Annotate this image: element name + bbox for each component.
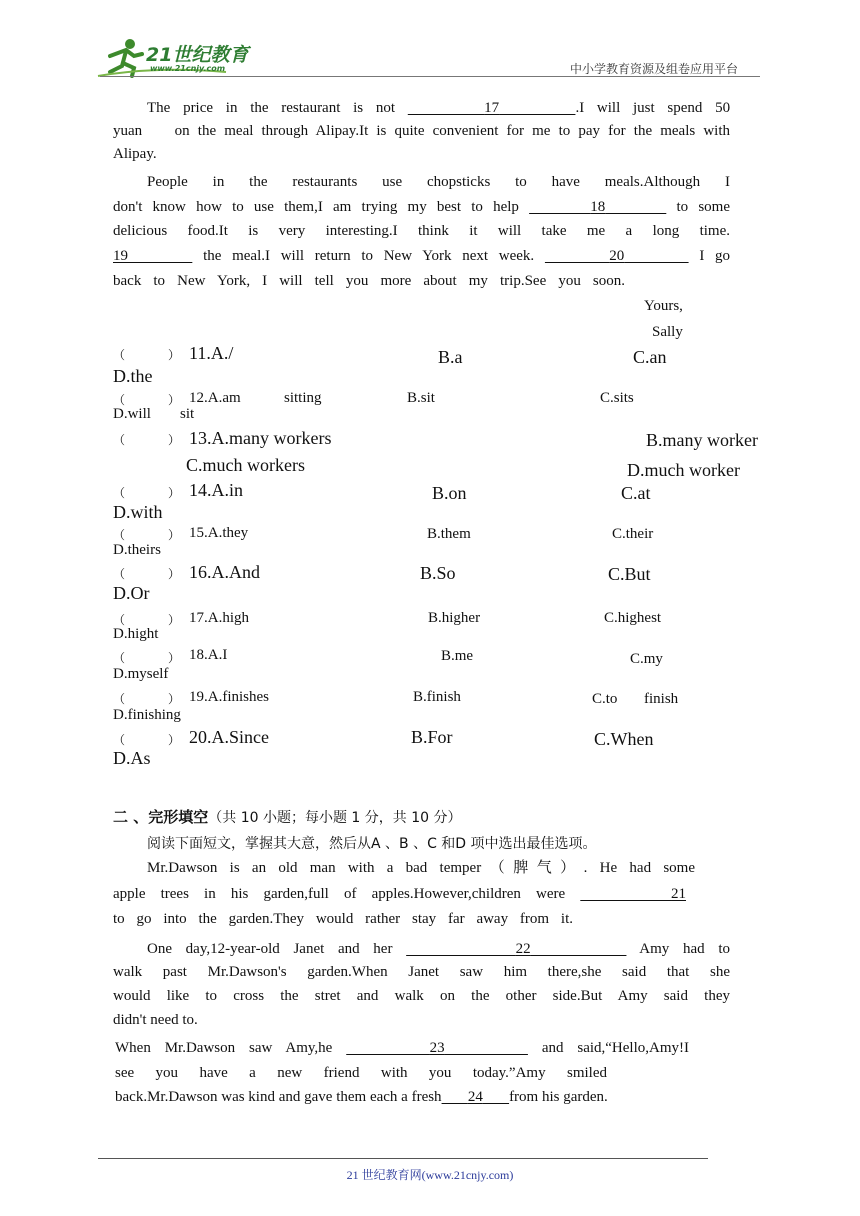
passage-line: apple trees in his garden,full of apples.However,children were 21 — [113, 886, 686, 902]
blank-23[interactable]: 23 — [429, 1040, 445, 1056]
header-divider — [100, 76, 760, 77]
option-b[interactable]: B.on — [432, 483, 467, 503]
option-b[interactable]: B.sit — [407, 390, 435, 406]
letter-line: People in the restaurants use chopsticks to have meals.Although I — [147, 174, 730, 190]
option-d[interactable]: D.will — [113, 406, 151, 422]
option-a[interactable]: 15.A.they — [189, 525, 249, 541]
option-b[interactable]: B.finish — [413, 689, 461, 705]
option-a[interactable]: 20.A.Since — [189, 727, 269, 747]
option-c[interactable]: C.at — [621, 483, 651, 503]
blank-17[interactable]: 17 — [484, 100, 500, 116]
passage-line: see you have a new friend with you today.”Amy smiled — [115, 1065, 607, 1081]
option-b[interactable]: B.many worker — [646, 430, 758, 450]
option-d[interactable]: D.the — [113, 366, 153, 386]
option-c[interactable]: C.sits — [600, 390, 634, 406]
option-b[interactable]: B.me — [441, 648, 474, 664]
passage-line: Mr.Dawson is an old man with a bad temper（脾气）. He had some — [147, 860, 695, 876]
section-heading: 二 、完形填空（共 10 小题；每小题 1 分，共 10 分） — [113, 808, 462, 826]
passage-line: would like to cross the stret and walk on the other side.But Amy said they — [113, 988, 730, 1004]
logo-url: www.21cnjy.com — [150, 64, 226, 73]
option-c[interactable]: C.highest — [604, 610, 662, 626]
option-b[interactable]: B.So — [420, 563, 456, 583]
option-b[interactable]: B.higher — [428, 610, 481, 626]
blank-19[interactable]: 19 — [113, 248, 128, 264]
option-c[interactable]: C.When — [594, 729, 654, 749]
option-c[interactable]: C.But — [608, 564, 651, 584]
logo-text: 21世纪教育 — [146, 44, 249, 66]
option-a[interactable]: 13.A.many workers — [189, 428, 332, 448]
option-a[interactable]: 19.A.finishes — [189, 689, 269, 705]
letter-line: don't know how to use them,I am trying my best to help 18 to some — [113, 199, 730, 215]
letter-signature: Sally — [652, 324, 683, 340]
section-instruction: 阅读下面短文，掌握其大意，然后从A 、B 、C 和D 项中选出最佳选项。 — [147, 836, 597, 852]
footer-site-link[interactable]: 21 世纪教育网(www.21cnjy.com) — [346, 1168, 514, 1182]
option-d[interactable]: D.with — [113, 502, 163, 522]
blank-20[interactable]: 20 — [609, 248, 625, 264]
option-a[interactable]: 17.A.high — [189, 610, 249, 626]
blank-22[interactable]: 22 — [515, 941, 531, 957]
letter-line: delicious food.It is very interesting.I think it will take me a long time. — [113, 223, 730, 239]
option-d[interactable]: D.Or — [113, 583, 150, 603]
option-c[interactable]: C.to — [592, 691, 618, 707]
passage-line: didn't need to. — [113, 1012, 198, 1028]
option-d[interactable]: D.As — [113, 748, 151, 768]
passage-line: to go into the garden.They would rather stay far away from it. — [113, 911, 573, 927]
option-c-cont: finish — [644, 691, 679, 707]
platform-name: 中小学教育资源及组卷应用平台 — [570, 62, 739, 76]
option-d[interactable]: D.theirs — [113, 542, 161, 558]
letter-closing: Yours, — [644, 298, 683, 314]
option-c[interactable]: C.my — [630, 651, 663, 667]
option-a[interactable]: 12.A.am — [189, 390, 241, 406]
blank-24[interactable]: 24 — [467, 1089, 483, 1105]
option-b[interactable]: B.For — [411, 727, 453, 747]
option-c[interactable]: C.their — [612, 526, 654, 542]
passage-line: back.Mr.Dawson was kind and gave them each a fresh 24 from his garden. — [115, 1089, 608, 1105]
option-d[interactable]: D.much worker — [627, 460, 740, 480]
passage-line: One day,12-year-old Janet and her 22 Amy had to — [147, 941, 730, 957]
option-d[interactable]: D.finishing — [113, 707, 181, 723]
option-a[interactable]: 11.A./ — [189, 343, 234, 363]
blank-21[interactable]: 21 — [671, 886, 686, 902]
site-logo — [96, 36, 266, 78]
passage-line: When Mr.Dawson saw Amy,he 23 and said,“Hello,Amy!I — [115, 1040, 689, 1056]
option-a[interactable]: 16.A.And — [189, 562, 260, 582]
option-d[interactable]: D.myself — [113, 666, 169, 682]
letter-line: Alipay. — [113, 146, 157, 162]
option-d-cont: sit — [180, 406, 195, 422]
letter-line: back to New York, I will tell you more about my trip.See you soon. — [113, 273, 625, 289]
letter-line: 19 the meal.I will return to New York next week. 20 I go — [113, 248, 730, 264]
option-a-cont: sitting — [284, 390, 322, 406]
option-a[interactable]: 18.A.I — [189, 647, 228, 663]
letter-line: The price in the restaurant is not 17 .I will just spend 50 — [147, 100, 730, 116]
option-a[interactable]: 14.A.in — [189, 480, 243, 500]
option-c[interactable]: C.much workers — [186, 455, 305, 475]
option-b[interactable]: B.a — [438, 347, 463, 367]
option-b[interactable]: B.them — [427, 526, 471, 542]
option-c[interactable]: C.an — [633, 347, 667, 367]
footer-divider — [98, 1158, 708, 1159]
letter-line: yuan on the meal through Alipay.It is quite convenient for me to pay for the meals with — [113, 123, 730, 139]
option-d[interactable]: D.hight — [113, 626, 159, 642]
passage-line: walk past Mr.Dawson's garden.When Janet saw him there,she said that she — [113, 964, 730, 980]
blank-18[interactable]: 18 — [590, 199, 606, 215]
